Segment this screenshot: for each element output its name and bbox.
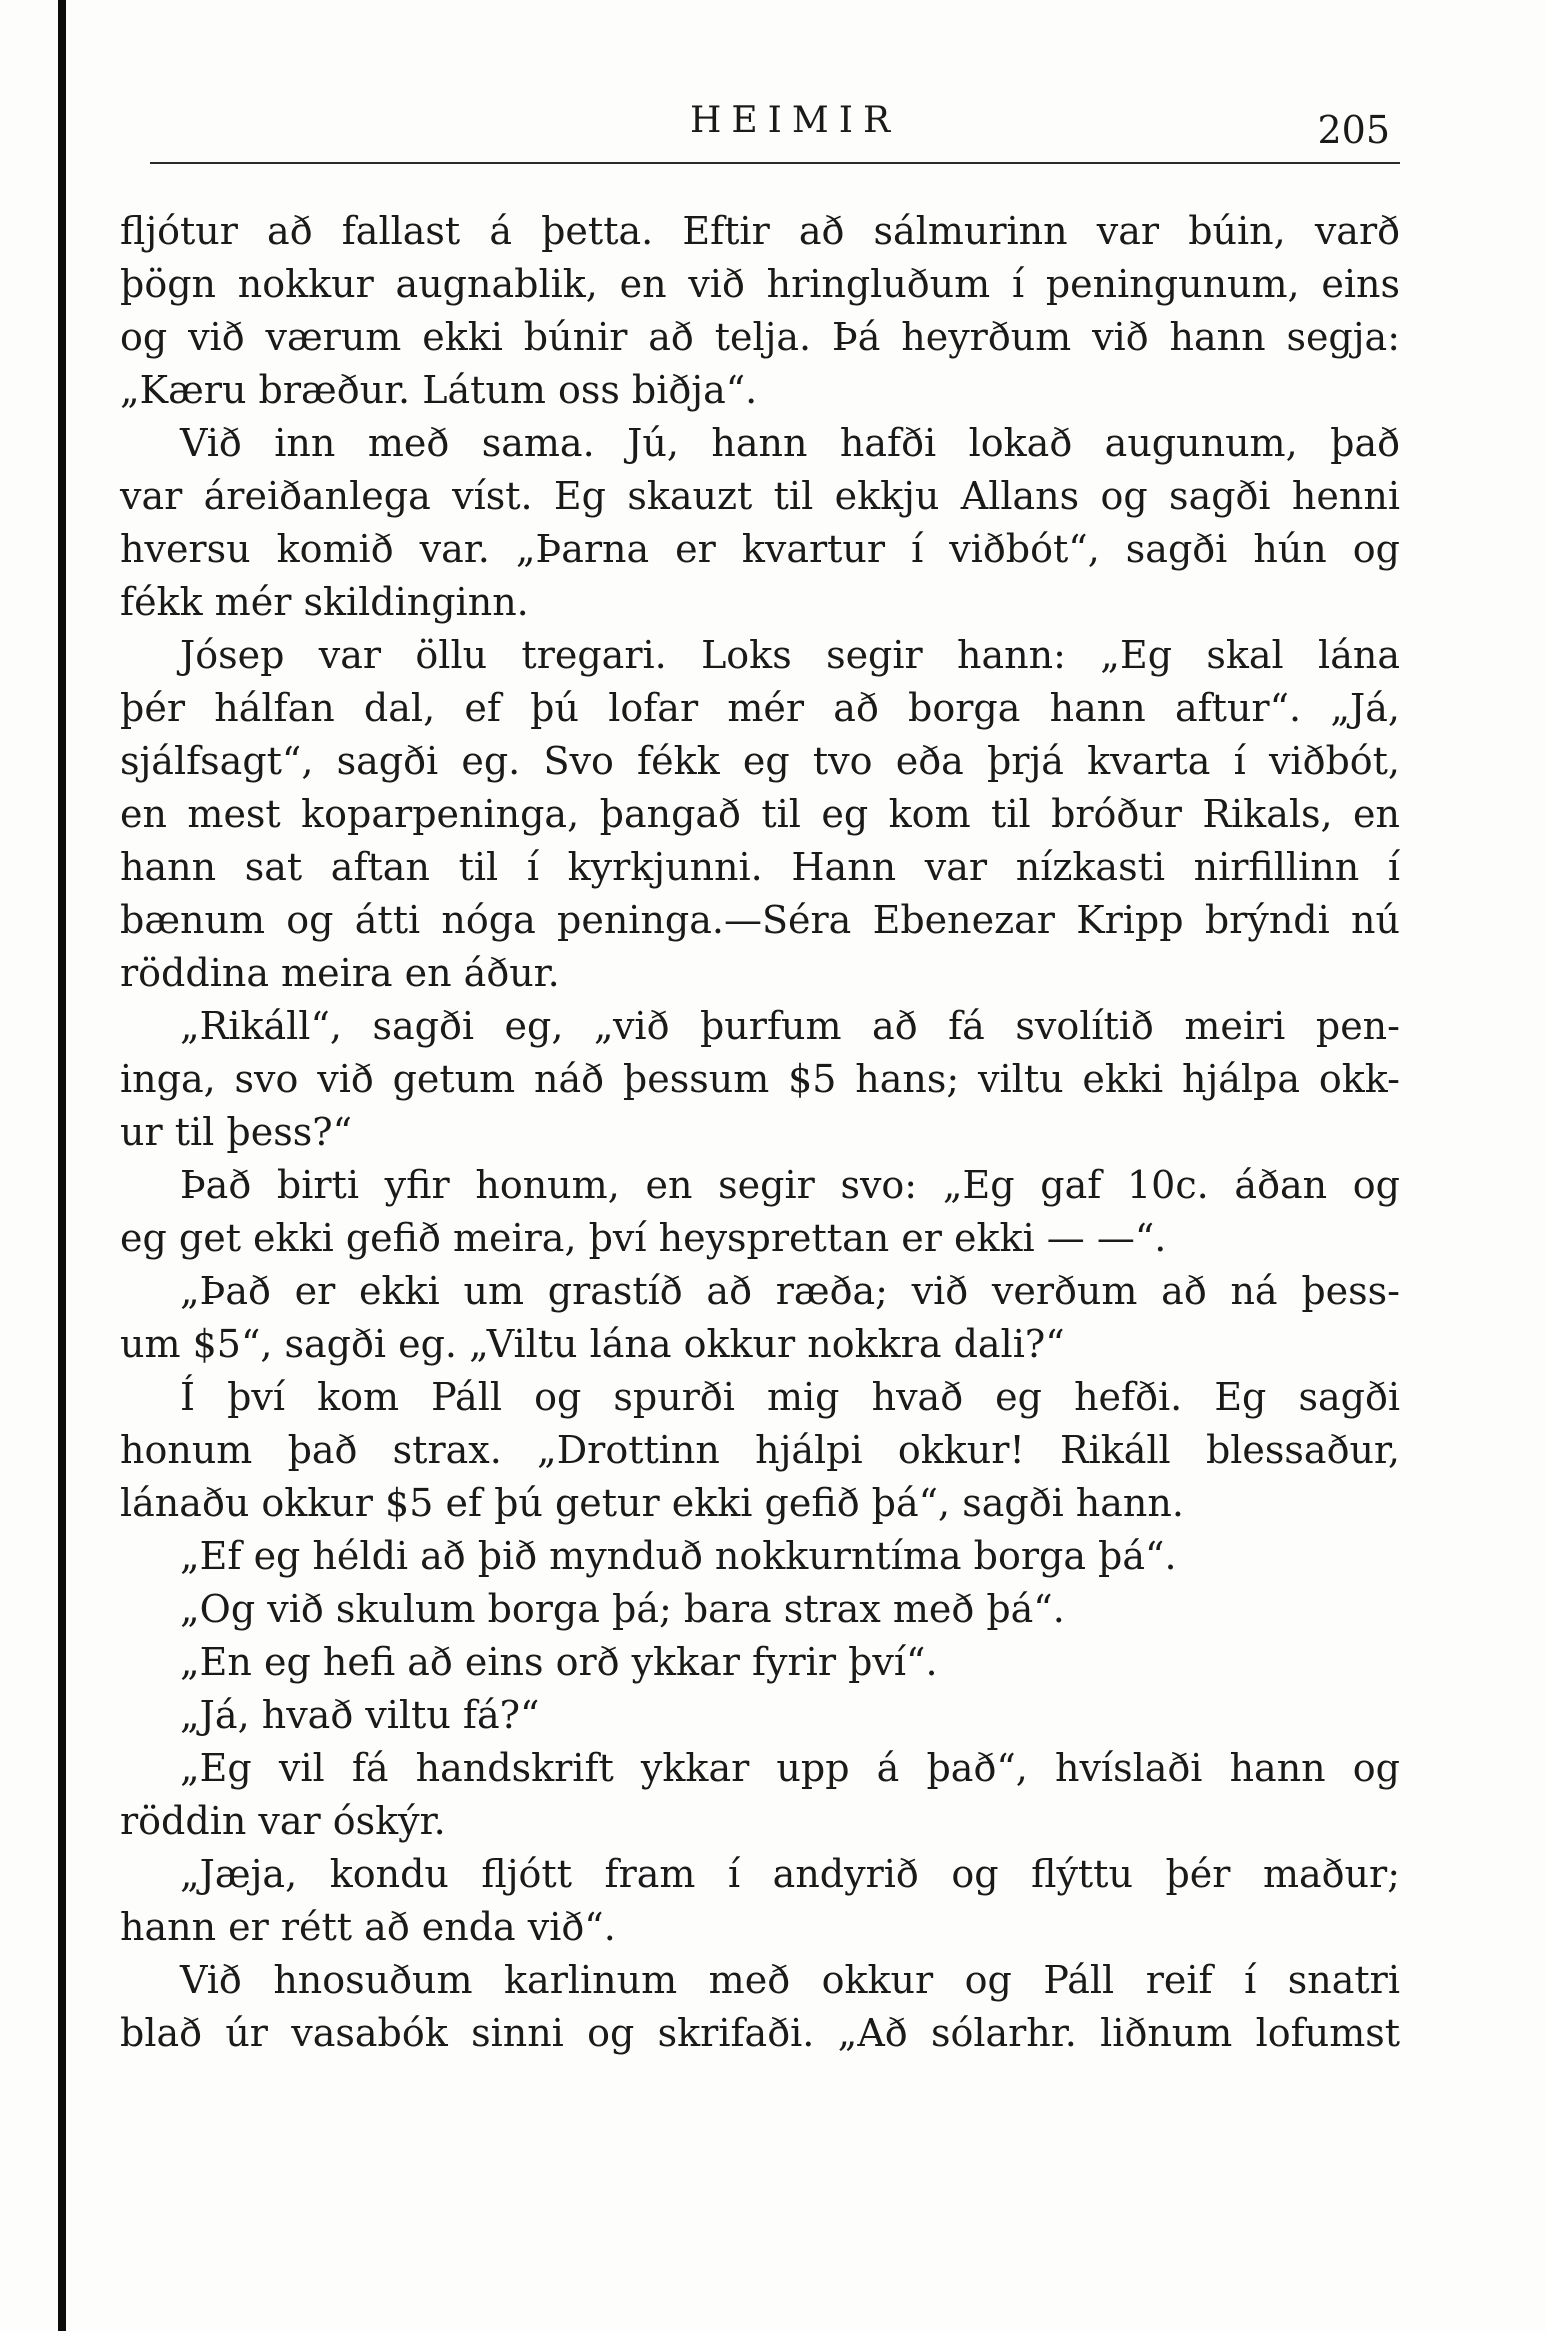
text-line: Við inn með sama. Jú, hann hafði lokað augunum, það [180,421,1400,465]
text-line: Jósep var öllu tregari. Loks segir hann: „Eg skal lána [180,633,1400,677]
text-line: Það birti yfir honum, en segir svo: „Eg gaf 10c. áðan og [180,1163,1400,1207]
text-line: sjálfsagt“, sagði eg. Svo fékk eg tvo eða þrjá kvarta í viðbót, [120,739,1400,783]
text-line: og við værum ekki búnir að telja. Þá heyrðum við hann segja: [120,315,1400,359]
running-head-title: HEIMIR [690,100,901,141]
text-line: hann sat aftan til í kyrkjunni. Hann var nízkasti nirfillinn í [120,845,1400,889]
body-text [120,205,1400,2060]
text-line: „Eg vil fá handskrift ykkar upp á það“, hvíslaði hann og [180,1746,1400,1790]
text-line: fljótur að fallast á þetta. Eftir að sálmurinn var búin, varð [120,209,1400,253]
text-line: ur til þess?“ [120,1110,352,1154]
text-line: eg get ekki gefið meira, því heysprettan er ekki — —“. [120,1216,1167,1260]
text-line: hversu komið var. „Þarna er kvartur í viðbót“, sagði hún og [120,527,1400,571]
text-line: „Jæja, kondu fljótt fram í andyrið og flýttu þér maður; [180,1852,1400,1896]
text-line: Í því kom Páll og spurði mig hvað eg hefði. Eg sagði [180,1375,1400,1419]
text-line: lánaðu okkur $5 ef þú getur ekki gefið þá“, sagði hann. [120,1481,1184,1525]
text-line: honum það strax. „Drottinn hjálpi okkur! Rikáll blessaður, [120,1428,1400,1472]
text-line: þögn nokkur augnablik, en við hringluðum í peningunum, eins [120,262,1400,306]
header-rule [150,162,1400,164]
running-head [150,100,1390,170]
binding-edge [58,0,66,2331]
text-line: „Já, hvað viltu fá?“ [180,1693,540,1737]
text-line: „En eg hefi að eins orð ykkar fyrir því“. [180,1640,938,1684]
text-line: þér hálfan dal, ef þú lofar mér að borga hann aftur“. „Já, [120,686,1400,730]
text-line: „Og við skulum borga þá; bara strax með þá“. [180,1587,1065,1631]
text-line: fékk mér skildinginn. [120,580,529,624]
text-line: „Það er ekki um grastíð að ræða; við verðum að ná þess- [180,1269,1400,1313]
text-line: Við hnosuðum karlinum með okkur og Páll reif í snatri [180,1958,1400,2002]
text-line: röddina meira en áður. [120,951,560,995]
text-line: en mest koparpeninga, þangað til eg kom til bróður Rikals, en [120,792,1400,836]
text-line: „Ef eg héldi að þið mynduð nokkurntíma borga þá“. [180,1534,1177,1578]
text-line: „Rikáll“, sagði eg, „við þurfum að fá svolítið meiri pen- [180,1004,1400,1048]
text-line: um $5“, sagði eg. „Viltu lána okkur nokkra dali?“ [120,1322,1065,1366]
text-line: „Kæru bræður. Látum oss biðja“. [120,368,758,412]
text-line: var áreiðanlega víst. Eg skauzt til ekkju Allans og sagði henni [120,474,1400,518]
text-line: hann er rétt að enda við“. [120,1905,616,1949]
text-line: inga, svo við getum náð þessum $5 hans; viltu ekki hjálpa okk- [120,1057,1400,1101]
text-line: bænum og átti nóga peninga.—Séra Ebenezar Kripp brýndi nú [120,898,1400,942]
text-line: blað úr vasabók sinni og skrifaði. „Að sólarhr. liðnum lofumst [120,2011,1400,2055]
page-number: 205 [1317,108,1390,152]
text-line: röddin var óskýr. [120,1799,446,1843]
